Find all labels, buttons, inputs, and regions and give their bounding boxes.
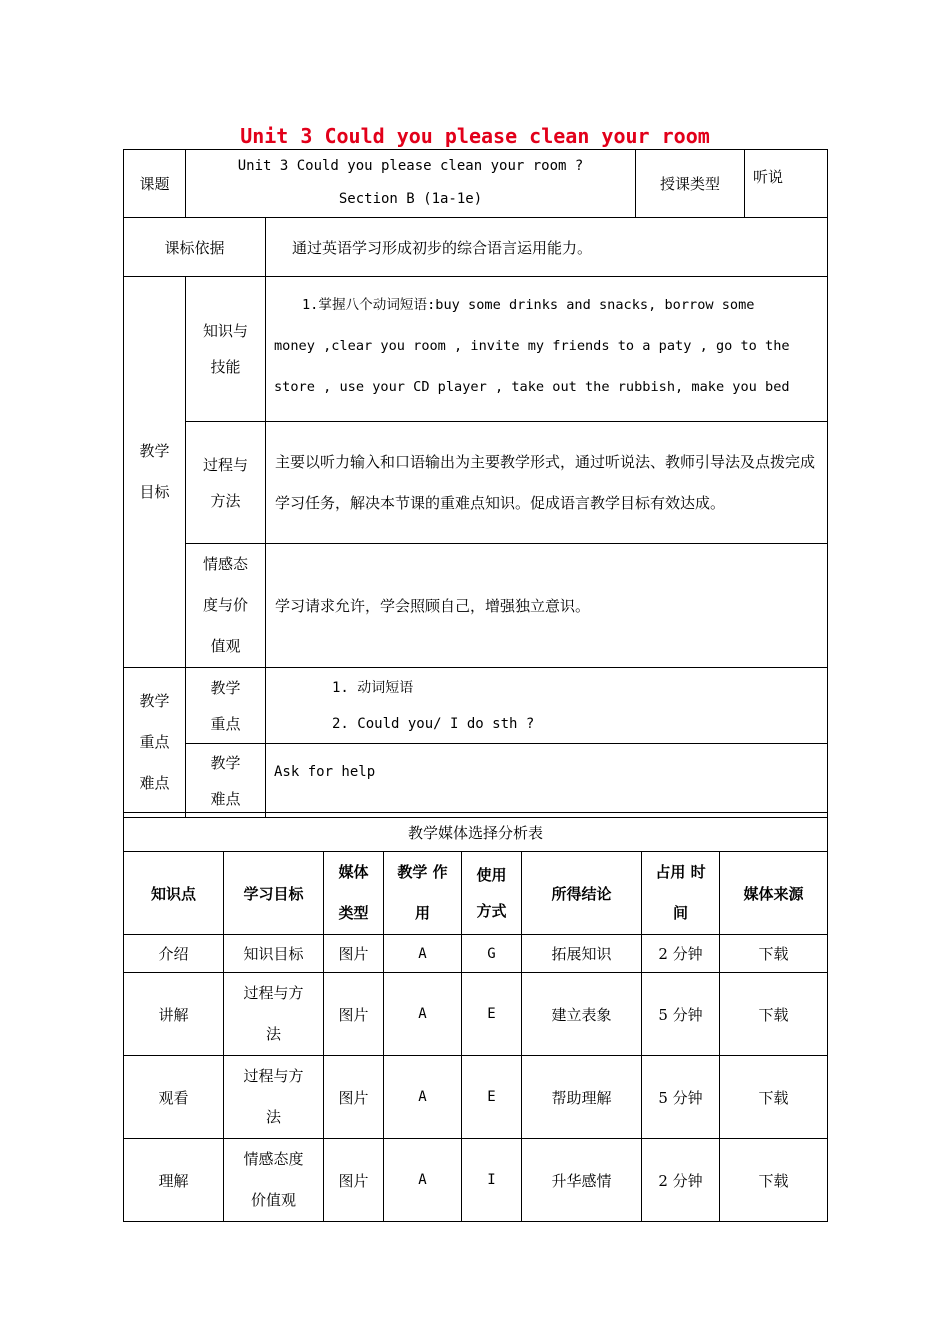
basis-label: 课标依据 <box>124 218 266 277</box>
emotion-label-line-3: 值观 <box>210 637 241 655</box>
focus-label <box>186 668 266 744</box>
cell-conclusion: 拓展知识 <box>522 935 642 973</box>
cell-source: 下载 <box>720 1139 828 1222</box>
cell-source: 下载 <box>720 973 828 1056</box>
key-points-label-line-3: 难点 <box>139 774 170 792</box>
knowledge-label-line-2: 技能 <box>210 358 241 376</box>
cell-type: 图片 <box>324 1056 384 1139</box>
cell-goal <box>224 1139 324 1222</box>
cell-goal-line-2: 法 <box>265 1025 281 1043</box>
cell-point: 观看 <box>124 1056 224 1139</box>
key-points-label-line-2: 重点 <box>139 733 170 751</box>
process-text: 主要以听力输入和口语输出为主要教学形式，通过听说法、教师引导法及点拨完成学习任务，解决本节课的重难点知识。促成语言教学目标有效达成。 <box>266 422 828 544</box>
emotion-label-line-1: 情感态 <box>202 555 248 573</box>
objectives-label-line-2: 目标 <box>139 483 170 501</box>
header-type-line-2: 类型 <box>338 904 369 922</box>
difficulty-label-line-2: 难点 <box>210 789 241 808</box>
header-time-line-2: 间 <box>672 904 688 922</box>
topic-line-1: Unit 3 Could you please clean your room ? <box>237 157 584 174</box>
cell-goal-line-1: 情感态度 <box>243 1150 304 1168</box>
cell-type: 图片 <box>324 1139 384 1222</box>
cell-goal-line-1: 过程与方 <box>243 1067 304 1085</box>
objectives-label-line-1: 教学 <box>139 442 170 460</box>
table-row <box>124 1056 828 1139</box>
cell-type: 图片 <box>324 935 384 973</box>
difficulty-label-line-1: 教学 <box>210 753 241 772</box>
table-row <box>124 935 828 973</box>
header-usage <box>462 852 522 935</box>
cell-role: A <box>384 973 462 1056</box>
cell-source: 下载 <box>720 1056 828 1139</box>
header-usage-line-2: 方式 <box>476 902 507 920</box>
cell-usage: E <box>462 1056 522 1139</box>
cell-role: A <box>384 1139 462 1222</box>
knowledge-line-3: store , use your CD player , take out the rubbish, make you bed <box>274 379 790 395</box>
cell-time: 5 分钟 <box>642 1056 720 1139</box>
cell-role: A <box>384 1056 462 1139</box>
type-label: 授课类型 <box>636 150 745 218</box>
focus-label-line-1: 教学 <box>210 678 241 697</box>
header-goal: 学习目标 <box>224 852 324 935</box>
emotion-label <box>186 544 266 668</box>
media-table-caption: 教学媒体选择分析表 <box>124 813 828 852</box>
focus-items <box>266 668 828 744</box>
key-points-label <box>124 668 186 818</box>
knowledge-label <box>186 277 266 422</box>
media-table <box>123 812 828 1222</box>
cell-goal <box>224 973 324 1056</box>
focus-label-line-2: 重点 <box>210 714 241 733</box>
header-role <box>384 852 462 935</box>
knowledge-line-1: 1.掌握八个动词短语:buy some drinks and snacks, borrow some <box>302 297 755 313</box>
cell-point: 介绍 <box>124 935 224 973</box>
topic-value <box>186 150 636 218</box>
cell-goal: 知识目标 <box>224 935 324 973</box>
cell-goal-line-1: 过程与方 <box>243 984 304 1002</box>
cell-time: 2 分钟 <box>642 935 720 973</box>
difficulty-text: Ask for help <box>266 744 828 818</box>
table-row <box>124 1139 828 1222</box>
header-time-line-1: 占用 时 <box>655 863 706 881</box>
knowledge-text <box>266 277 828 422</box>
basis-value: 通过英语学习形成初步的综合语言运用能力。 <box>266 218 828 277</box>
header-type <box>324 852 384 935</box>
key-points-label-line-1: 教学 <box>139 692 170 710</box>
cell-conclusion: 升华感情 <box>522 1139 642 1222</box>
cell-point: 讲解 <box>124 973 224 1056</box>
topic-label: 课题 <box>124 150 186 218</box>
cell-usage: E <box>462 973 522 1056</box>
focus-item-2: 2. Could you/ I do sth ? <box>332 715 535 732</box>
difficulty-label <box>186 744 266 818</box>
type-value: 听说 <box>745 150 828 218</box>
cell-conclusion: 建立表象 <box>522 973 642 1056</box>
cell-usage: G <box>462 935 522 973</box>
cell-goal-line-2: 法 <box>265 1108 281 1126</box>
cell-time: 2 分钟 <box>642 1139 720 1222</box>
process-label <box>186 422 266 544</box>
cell-time: 5 分钟 <box>642 973 720 1056</box>
emotion-label-line-2: 度与价 <box>202 596 248 614</box>
cell-conclusion: 帮助理解 <box>522 1056 642 1139</box>
cell-source: 下载 <box>720 935 828 973</box>
cell-role: A <box>384 935 462 973</box>
lesson-plan-table <box>123 149 828 818</box>
cell-goal-line-2: 价值观 <box>250 1191 296 1209</box>
knowledge-line-2: money ,clear you room , invite my friends to a paty , go to the <box>274 338 790 354</box>
header-time <box>642 852 720 935</box>
header-conclusion: 所得结论 <box>522 852 642 935</box>
header-point: 知识点 <box>124 852 224 935</box>
media-header-row <box>124 852 828 935</box>
header-usage-line-1: 使用 <box>476 866 507 884</box>
cell-usage: I <box>462 1139 522 1222</box>
cell-point: 理解 <box>124 1139 224 1222</box>
topic-line-2: Section B (1a-1e) <box>338 190 483 207</box>
header-role-line-1: 教学 作 <box>397 863 448 881</box>
objectives-label <box>124 277 186 668</box>
knowledge-label-line-1: 知识与 <box>202 322 248 340</box>
process-label-line-1: 过程与 <box>202 455 248 474</box>
process-label-line-2: 方法 <box>210 491 241 510</box>
focus-item-1: 1. 动词短语 <box>332 679 414 696</box>
header-type-line-1: 媒体 <box>338 863 369 881</box>
table-row <box>124 973 828 1056</box>
document-title: Unit 3 Could you please clean your room <box>240 124 710 148</box>
cell-goal <box>224 1056 324 1139</box>
cell-type: 图片 <box>324 973 384 1056</box>
header-source: 媒体来源 <box>720 852 828 935</box>
header-role-line-2: 用 <box>414 904 430 922</box>
emotion-text: 学习请求允许，学会照顾自己，增强独立意识。 <box>266 544 828 668</box>
